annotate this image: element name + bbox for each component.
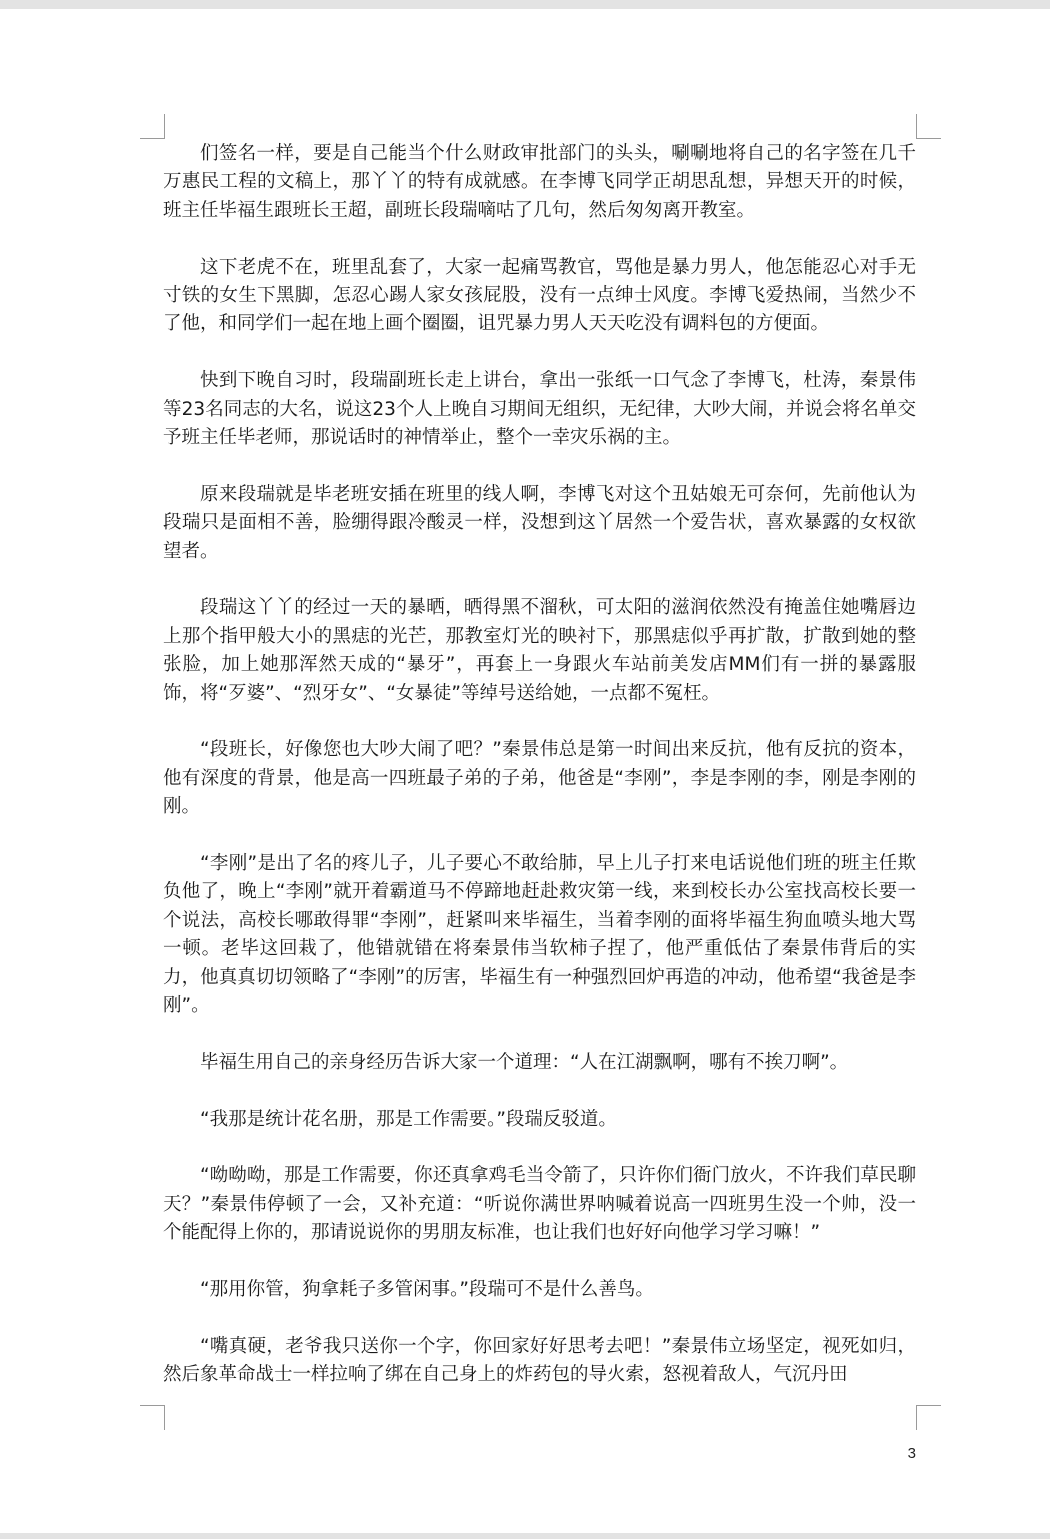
- paragraph: 原来段瑞就是毕老班安插在班里的线人啊，李博飞对这个丑姑娘无可奈何，先前他认为段瑞只是面相不善，脸绷得跟冷酸灵一样，没想到这丫居然一个爱告状，喜欢暴露的女权欲望者。: [163, 483, 916, 562]
- paragraph: “李刚”是出了名的疼儿子，儿子要心不敢给肺，早上儿子打来电话说他们班的班主任欺负他了，晚上“李刚”就开着霸道马不停蹄地赶赴救灾第一线，来到校长办公室找高校长要一个说法，高校长哪敢得罪“李刚”，赶紧叫来毕福生，当着李刚的面将毕福生狗血喷头地大骂一顿。老毕这回栽了，他错就错在将秦景伟当软柿子捏了，他严重低估了秦景伟背后的实力，他真真切切领略了“李刚”的厉害，毕福生有一种强烈回炉再造的冲动，他希望“我爸是李刚”。: [163, 853, 916, 1017]
- margin-corner-mark-bottom-left: [140, 1405, 165, 1430]
- page-number: 3: [907, 1445, 916, 1462]
- paragraph: 段瑞这丫丫的经过一天的暴晒，晒得黑不溜秋，可太阳的滋润依然没有掩盖住她嘴唇边上那个指甲般大小的黑痣的光芒，那教室灯光的映衬下，那黑痣似乎再扩散，扩散到她的整张脸，加上她那浑然天成的“暴牙”，再套上一身跟火车站前美发店MM们有一拼的暴露服饰，将“歹婆”、“烈牙女”、“女暴徒”等绰号送给她，一点都不冤枉。: [163, 597, 916, 704]
- paragraph: 毕福生用自己的亲身经历告诉大家一个道理：“人在江湖飘啊，哪有不挨刀啊”。: [200, 1051, 849, 1073]
- margin-corner-mark-bottom-right: [916, 1405, 941, 1430]
- document-page: [0, 9, 1050, 1533]
- paragraph: “那用你管，狗拿耗子多管闲事。”段瑞可不是什么善鸟。: [200, 1279, 654, 1301]
- margin-corner-mark-top-right: [916, 114, 941, 139]
- paragraph: “段班长，好像您也大吵大闹了吧？”秦景伟总是第一时间出来反抗，他有反抗的资本，他有深度的背景，他是高一四班最子弟的子弟，他爸是“李刚”，李是李刚的李，刚是李刚的刚。: [163, 739, 916, 818]
- paragraph: 快到下晚自习时，段瑞副班长走上讲台，拿出一张纸一口气念了李博飞，杜涛，秦景伟等23名同志的大名，说这23个人上晚自习期间无组织，无纪律，大吵大闹，并说会将名单交予班主任毕老师，那说话时的神情举止，整个一幸灾乐祸的主。: [163, 370, 916, 449]
- paragraph: 们签名一样，要是自己能当个什么财政审批部门的头头，唰唰地将自己的名字签在几千万惠民工程的文稿上，那丫丫的特有成就感。在李博飞同学正胡思乱想，异想天开的时候，班主任毕福生跟班长王超，副班长段瑞嘀咕了几句，然后匆匆离开教室。: [163, 143, 916, 221]
- paragraph: 这下老虎不在，班里乱套了，大家一起痛骂教官，骂他是暴力男人，他怎能忍心对手无寸铁的女生下黑脚，怎忍心踢人家女孩屁股，没有一点绅士风度。李博飞爱热闹，当然少不了他，和同学们一起在地上画个圈圈，诅咒暴力男人天天吃没有调料包的方便面。: [163, 256, 916, 335]
- paragraph: “嘴真硬，老爷我只送你一个字，你回家好好思考去吧！”秦景伟立场坚定，视死如归，然后象革命战士一样拉响了绑在自己身上的炸药包的导火索，怒视着敌人，气沉丹田: [163, 1335, 916, 1386]
- paragraph: “呦呦呦，那是工作需要，你还真拿鸡毛当令箭了，只许你们衙门放火，不许我们草民聊天？”秦景伟停顿了一会，又补充道：“听说你满世界呐喊着说高一四班男生没一个帅，没一个能配得上你的，那请说说你的男朋友标准，也让我们也好好向他学习学习嘛！”: [163, 1165, 916, 1244]
- margin-corner-mark-top-left: [140, 114, 165, 139]
- paragraph: “我那是统计花名册，那是工作需要。”段瑞反驳道。: [200, 1108, 617, 1130]
- document-body[interactable]: [163, 140, 916, 1390]
